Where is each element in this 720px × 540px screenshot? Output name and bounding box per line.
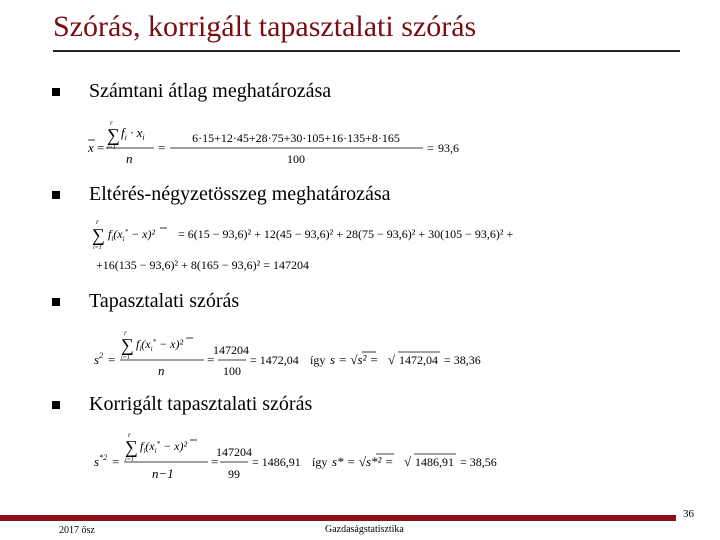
mean-result: 93,6 [438, 141, 459, 155]
bullet-label: Eltérés-négyzetösszeg meghatározása [89, 183, 391, 205]
svg-text:fi · xi: $f_i \cdot x_i$ [121, 125, 145, 142]
std-dev-result: = 38,36 [444, 353, 481, 367]
bullet-label: Korrigált tapasztalati szórás [89, 393, 313, 415]
title-divider [53, 50, 680, 52]
square-bullet-icon [52, 88, 60, 96]
svg-text:fi(xi* − x)²: $f_i(x_i^* - x)^2$ [108, 227, 156, 243]
svg-text:r: r [96, 218, 99, 226]
slide-title: Szórás, korrigált tapasztalati szórás [53, 10, 477, 43]
square-bullet-icon [52, 298, 60, 306]
svg-text:r: r [128, 431, 131, 439]
svg-text:∑: ∑ [121, 335, 134, 355]
page-number: 36 [683, 508, 694, 520]
bullet-item-mean [52, 80, 331, 103]
svg-text:n: n [126, 151, 133, 166]
svg-text:√: √ [388, 352, 396, 367]
svg-text:s*2: $s^{*2}$ [94, 453, 108, 469]
variance-denominator: 100 [223, 364, 241, 378]
bullet-item-std-dev [52, 290, 239, 313]
svg-text:fi(xi* − x)²: $f_i(x_i^* - x)^2$ [136, 337, 184, 353]
svg-text:=: = [207, 352, 215, 367]
sum-squares-line2: +16(135 − 93,6)² + 8(165 − 93,6)² = 147204 [96, 258, 310, 272]
bullet-label: Számtani átlag meghatározása [89, 80, 332, 102]
corrected-formula [94, 428, 514, 486]
variance-sqrt-value: 1472,04 [399, 353, 438, 367]
footer-semester: 2017 ősz [59, 525, 95, 536]
svg-text:r: r [124, 329, 127, 337]
bullet-label: Tapasztalati szórás [89, 290, 240, 312]
svg-text:i=1: i=1 [125, 457, 134, 463]
mean-numerator: 6·15+12·45+28·75+30·105+16·135+8·165 [192, 131, 400, 145]
svg-text:i=1: i=1 [121, 355, 130, 361]
sum-squares-line1: = 6(15 − 93,6)² + 12(45 − 93,6)² + 28(75 − 93,6)² + 30(105 − 93,6)² + [178, 227, 514, 241]
svg-text:n: n [158, 363, 165, 378]
svg-text:=: = [112, 454, 120, 469]
svg-text:∑: ∑ [125, 437, 138, 457]
svg-text:∑: ∑ [92, 225, 105, 245]
square-bullet-icon [52, 401, 60, 409]
svg-text:s = √s² =: s = √s² = [330, 352, 379, 367]
svg-text:s2: $s^2$ [94, 351, 104, 367]
corrected-denominator: 99 [228, 467, 240, 481]
square-bullet-icon [52, 191, 60, 199]
mean-formula [88, 116, 488, 168]
svg-text:s* = √s*² =: s* = √s*² = [332, 454, 394, 469]
svg-text:n−1: n−1 [152, 466, 174, 481]
igy-word: így [312, 455, 328, 469]
svg-text:√: √ [404, 454, 412, 469]
corrected-std-result: = 38,56 [460, 455, 497, 469]
svg-text:fi(xi* − x)²: $f_i(x_i^* - x)^2$ [140, 439, 188, 455]
svg-text:=: = [158, 140, 166, 155]
corrected-result: = 1486,91 [252, 455, 301, 469]
svg-text:=: = [427, 141, 434, 155]
svg-text:=: = [211, 454, 219, 469]
svg-text:i=1: i=1 [107, 145, 116, 151]
svg-text:∑: ∑ [107, 125, 120, 145]
footer-course: Gazdaságstatisztika [325, 524, 404, 535]
footer-bar [0, 515, 676, 521]
corrected-numerator: 147204 [216, 445, 252, 459]
mean-symbol: x [88, 140, 94, 155]
variance-result: = 1472,04 [250, 353, 299, 367]
mean-denominator: 100 [287, 152, 305, 166]
sum-squares-formula [92, 218, 552, 274]
bullet-item-sum-squares [52, 183, 391, 206]
bullet-item-corrected [52, 393, 312, 416]
corrected-sqrt-value: 1486,91 [415, 455, 454, 469]
svg-text:i=1: i=1 [93, 245, 102, 251]
svg-text:r: r [110, 119, 113, 127]
variance-formula [94, 326, 514, 380]
variance-numerator: 147204 [213, 343, 249, 357]
svg-text:=: = [97, 140, 105, 155]
igy-word: így [310, 353, 326, 367]
svg-text:=: = [108, 352, 116, 367]
